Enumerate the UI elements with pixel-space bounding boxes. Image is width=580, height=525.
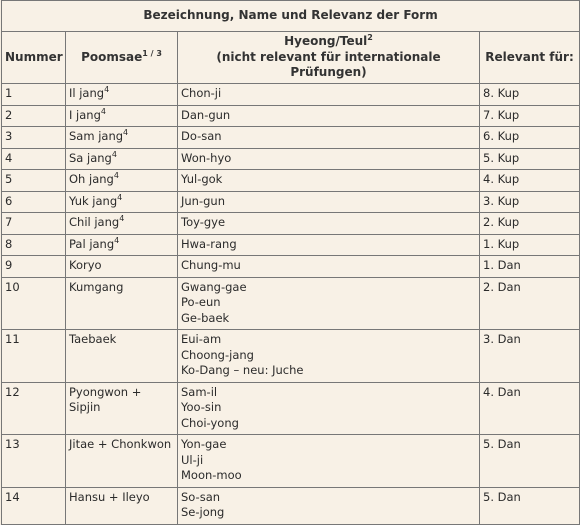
cell-hyeong: Eui-am Choong-jang Ko-Dang – neu: Juche: [178, 330, 480, 383]
table-row: [2, 105, 580, 127]
cell-number: 5: [2, 170, 66, 192]
cell-number: 1: [2, 84, 66, 106]
header-poomsae: Poomsae$^{1 / 3}$: [66, 32, 178, 84]
cell-relevant: 5. Kup: [480, 148, 580, 170]
cell-relevant: 4. Dan: [480, 382, 580, 435]
cell-poomsae: Koryo: [66, 256, 178, 278]
cell-relevant: 3. Dan: [480, 330, 580, 383]
cell-relevant: 3. Kup: [480, 191, 580, 213]
cell-poomsae: Sam jang$^4$: [66, 127, 178, 149]
cell-poomsae: Sa jang$^4$: [66, 148, 178, 170]
table-title: Bezeichnung, Name und Relevanz der Form: [2, 1, 580, 32]
cell-number: 8: [2, 234, 66, 256]
header-relevant: Relevant für:: [480, 32, 580, 84]
cell-hyeong: Dan-gun: [178, 105, 480, 127]
cell-relevant: 2. Dan: [480, 277, 580, 330]
cell-poomsae: Il jang$^4$: [66, 84, 178, 106]
cell-relevant: 8. Kup: [480, 84, 580, 106]
cell-hyeong: So-san Se-jong: [178, 487, 480, 524]
header-nummer: Nummer: [2, 32, 66, 84]
table-row: [2, 277, 580, 330]
cell-poomsae: I jang$^4$: [66, 105, 178, 127]
cell-poomsae: Kumgang: [66, 277, 178, 330]
table-row: [2, 435, 580, 488]
cell-relevant: 5. Dan: [480, 487, 580, 524]
cell-number: 4: [2, 148, 66, 170]
cell-number: 12: [2, 382, 66, 435]
table-row: [2, 330, 580, 383]
cell-relevant: 6. Kup: [480, 127, 580, 149]
forms-table: [1, 0, 580, 525]
table-row: [2, 191, 580, 213]
cell-relevant: 5. Dan: [480, 435, 580, 488]
table-row: [2, 382, 580, 435]
cell-number: 9: [2, 256, 66, 278]
cell-number: 6: [2, 191, 66, 213]
cell-number: 13: [2, 435, 66, 488]
table-row: [2, 213, 580, 235]
cell-relevant: 2. Kup: [480, 213, 580, 235]
cell-hyeong: Gwang-gae Po-eun Ge-baek: [178, 277, 480, 330]
cell-poomsae: Taebaek: [66, 330, 178, 383]
cell-poomsae: Oh jang$^4$: [66, 170, 178, 192]
header-hyeong: Hyeong/Teul$^2$ (nicht relevant für internationale Prüfungen): [178, 32, 480, 84]
cell-hyeong: Jun-gun: [178, 191, 480, 213]
table-row: [2, 234, 580, 256]
cell-number: 11: [2, 330, 66, 383]
cell-hyeong: Do-san: [178, 127, 480, 149]
table-row: [2, 148, 580, 170]
cell-poomsae: Chil jang$^4$: [66, 213, 178, 235]
cell-number: 10: [2, 277, 66, 330]
cell-hyeong: Sam-il Yoo-sin Choi-yong: [178, 382, 480, 435]
cell-relevant: 1. Kup: [480, 234, 580, 256]
cell-hyeong: Yon-gae Ul-ji Moon-moo: [178, 435, 480, 488]
table-row: [2, 487, 580, 524]
cell-number: 3: [2, 127, 66, 149]
cell-number: 2: [2, 105, 66, 127]
table-row: [2, 170, 580, 192]
cell-poomsae: Jitae + Chonkwon: [66, 435, 178, 488]
cell-hyeong: Chung-mu: [178, 256, 480, 278]
cell-number: 14: [2, 487, 66, 524]
cell-hyeong: Chon-ji: [178, 84, 480, 106]
cell-number: 7: [2, 213, 66, 235]
cell-relevant: 1. Dan: [480, 256, 580, 278]
cell-hyeong: Won-hyo: [178, 148, 480, 170]
cell-hyeong: Yul-gok: [178, 170, 480, 192]
cell-poomsae: Pyongwon + Sipjin: [66, 382, 178, 435]
cell-poomsae: Pal jang$^4$: [66, 234, 178, 256]
cell-hyeong: Toy-gye: [178, 213, 480, 235]
cell-poomsae: Yuk jang$^4$: [66, 191, 178, 213]
cell-poomsae: Hansu + Ileyo: [66, 487, 178, 524]
table-row: [2, 256, 580, 278]
cell-hyeong: Hwa-rang: [178, 234, 480, 256]
cell-relevant: 4. Kup: [480, 170, 580, 192]
cell-relevant: 7. Kup: [480, 105, 580, 127]
header-hyeong-note: (nicht relevant für internationale Prüfungen): [216, 49, 441, 80]
table-row: [2, 127, 580, 149]
table-row: [2, 84, 580, 106]
